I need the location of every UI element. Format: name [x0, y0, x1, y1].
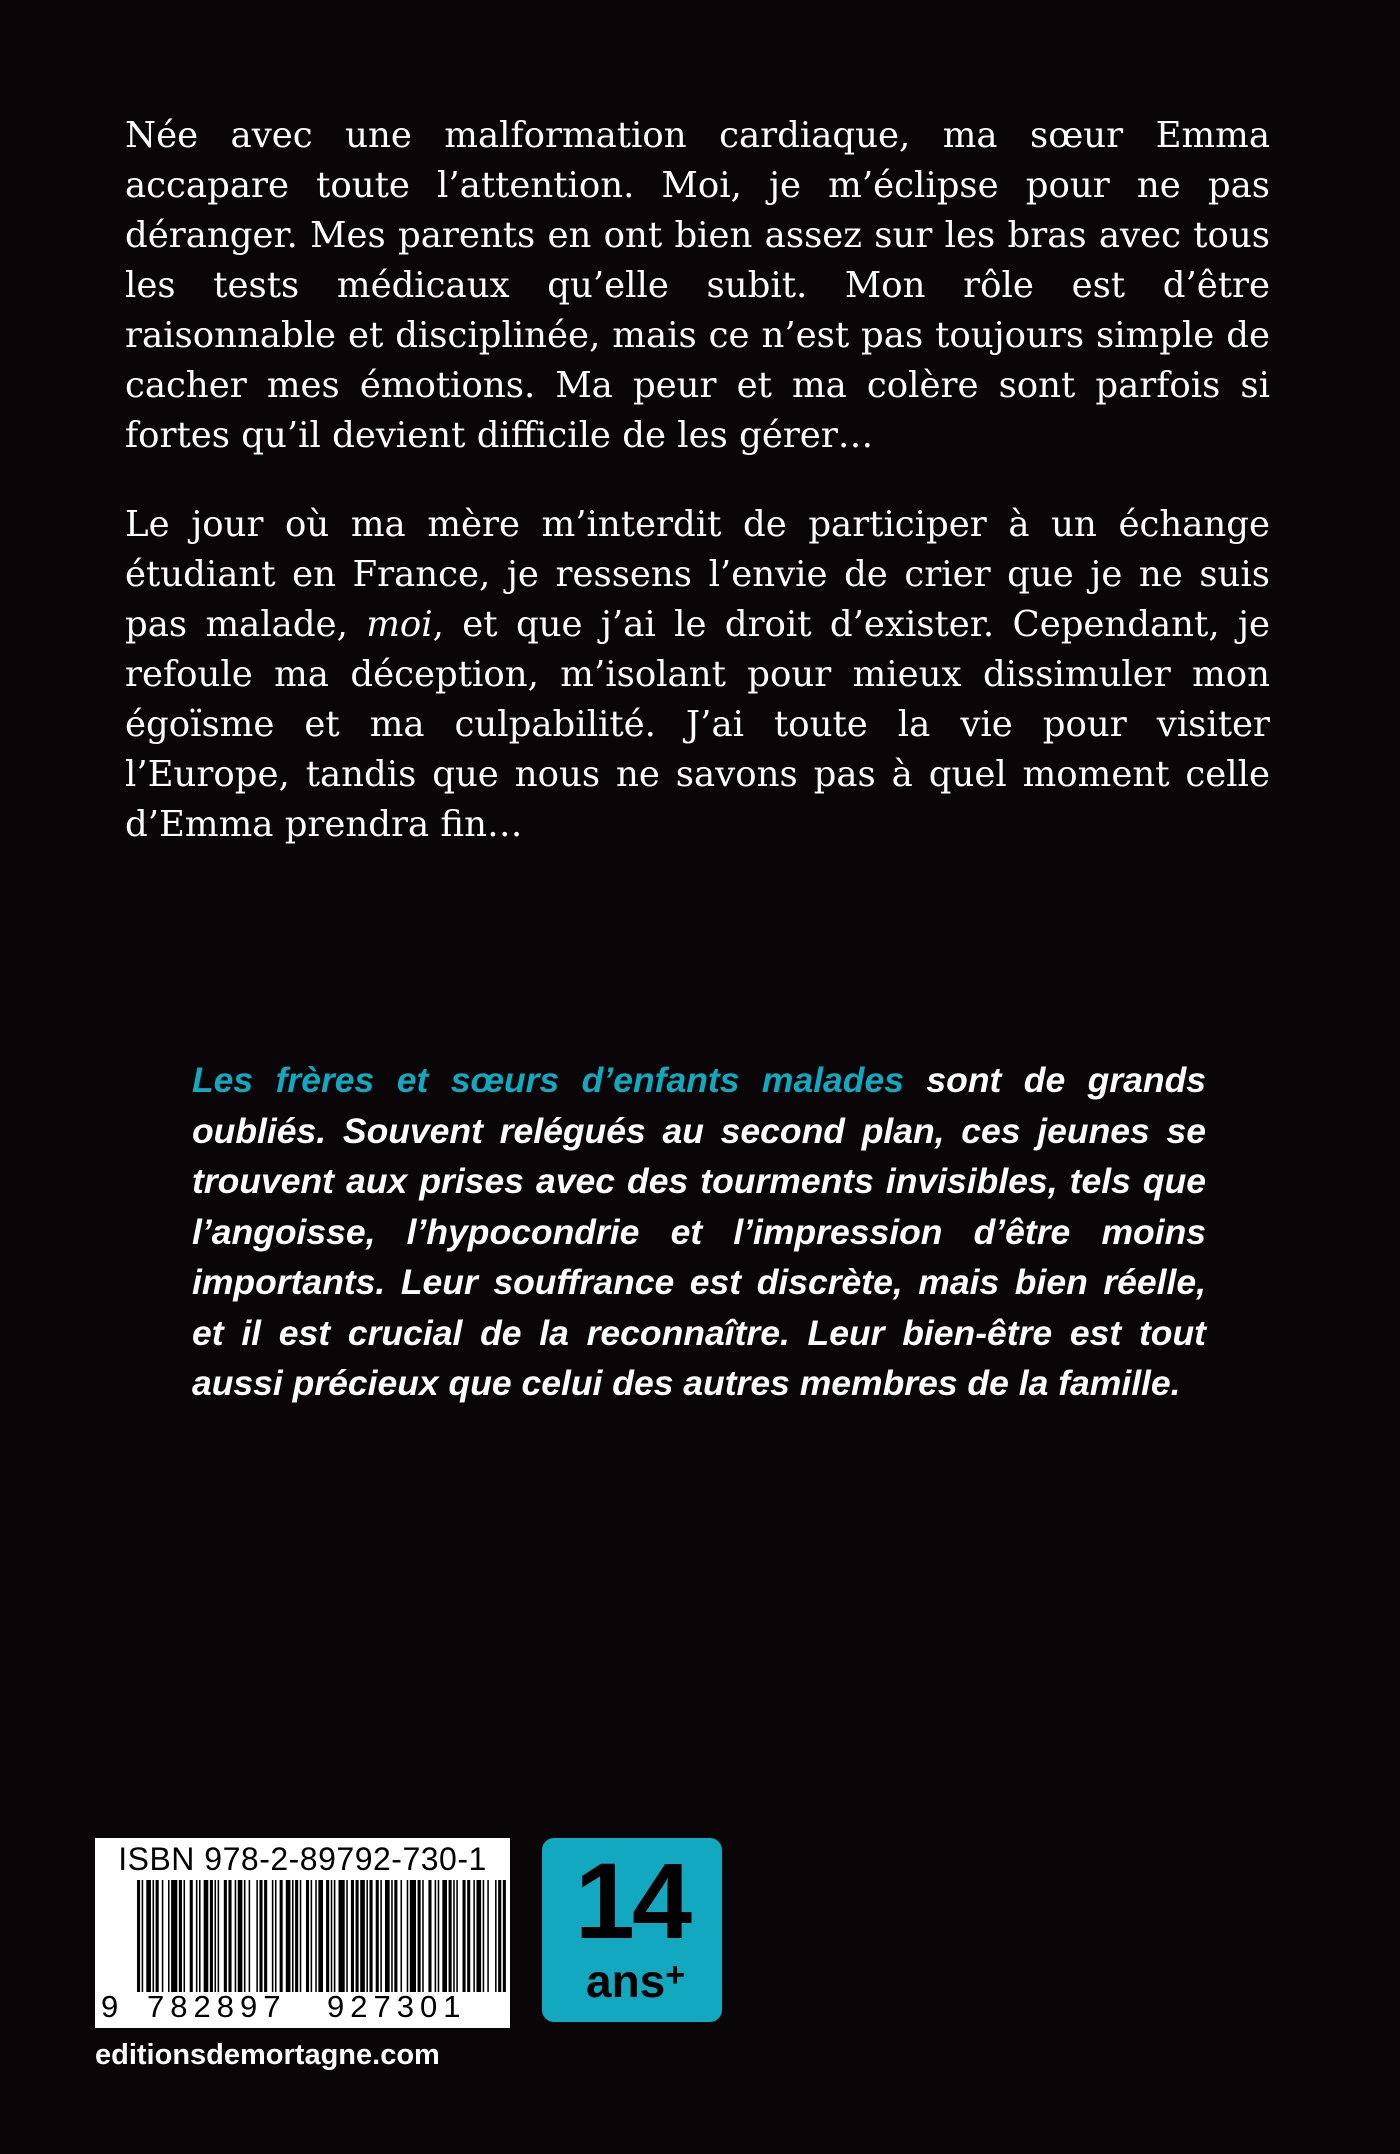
isbn-barcode	[95, 1838, 510, 2028]
paragraph-2-start: Le jour où ma mère m’interdit de participer à un échange étudiant en France, je ressens l’envie de crier que je ne suis pas malade,	[125, 504, 1270, 645]
ean-digits-right: 927301	[327, 1989, 467, 2024]
age-unit-text: ans	[586, 1955, 666, 2007]
blurb-paragraph-2	[125, 500, 1270, 850]
blurb-paragraph-1: Née avec une malformation cardiaque, ma sœur Emma accapare toute l’attention. Moi, je m’éclipse pour ne pas déranger. Mes parents en ont bien assez sur les bras avec tous les tests médicaux qu’elle subit. Mon rôle est d’être raisonnable et disciplinée, mais ce n’est pas toujours simple de cacher mes émotions. Ma peur et ma colère sont parfois si fortes qu’il devient difficile de les gérer…	[125, 115, 1270, 456]
tagline-rest: sont de grands oubliés. Souvent relégués au second plan, ces jeunes se trouvent aux prises avec des tourments invisibles, tels que l’angoisse, l’hypocondrie et l’impression d’être moins importants. Leur souffrance est discrète, mais bien réelle, et il est crucial de la reconnaître. Leur bien-être est tout aussi précieux que celui des autres membres de la famille.	[192, 1060, 1206, 1403]
age-number: 14	[574, 1840, 690, 1961]
age-unit	[586, 1955, 685, 2007]
publisher-website: editionsdemortagne.com	[95, 2039, 440, 2071]
tagline-highlight: Les frères et sœurs d’enfants malades	[192, 1060, 904, 1100]
barcode-bars	[137, 1880, 507, 1992]
tagline	[192, 1055, 1206, 1409]
ean-digits-left: 782897	[147, 1989, 287, 2024]
paragraph-2-end: , et que j’ai le droit d’exister. Cependant, je refoule ma déception, m’isolant pour mieux dissimuler mon égoïsme et ma culpabilité. J’ai toute la vie pour visiter l’Europe, tandis que nous ne savons pas à quel moment celle d’Emma prendra fin…	[125, 604, 1270, 845]
age-rating-badge	[542, 1838, 722, 2022]
age-plus: +	[665, 1956, 686, 1994]
ean-digit-first: 9	[101, 1989, 119, 2024]
isbn-label: ISBN 978-2-89792-730-1	[118, 1841, 487, 1877]
emphasis-moi: moi	[366, 604, 433, 645]
